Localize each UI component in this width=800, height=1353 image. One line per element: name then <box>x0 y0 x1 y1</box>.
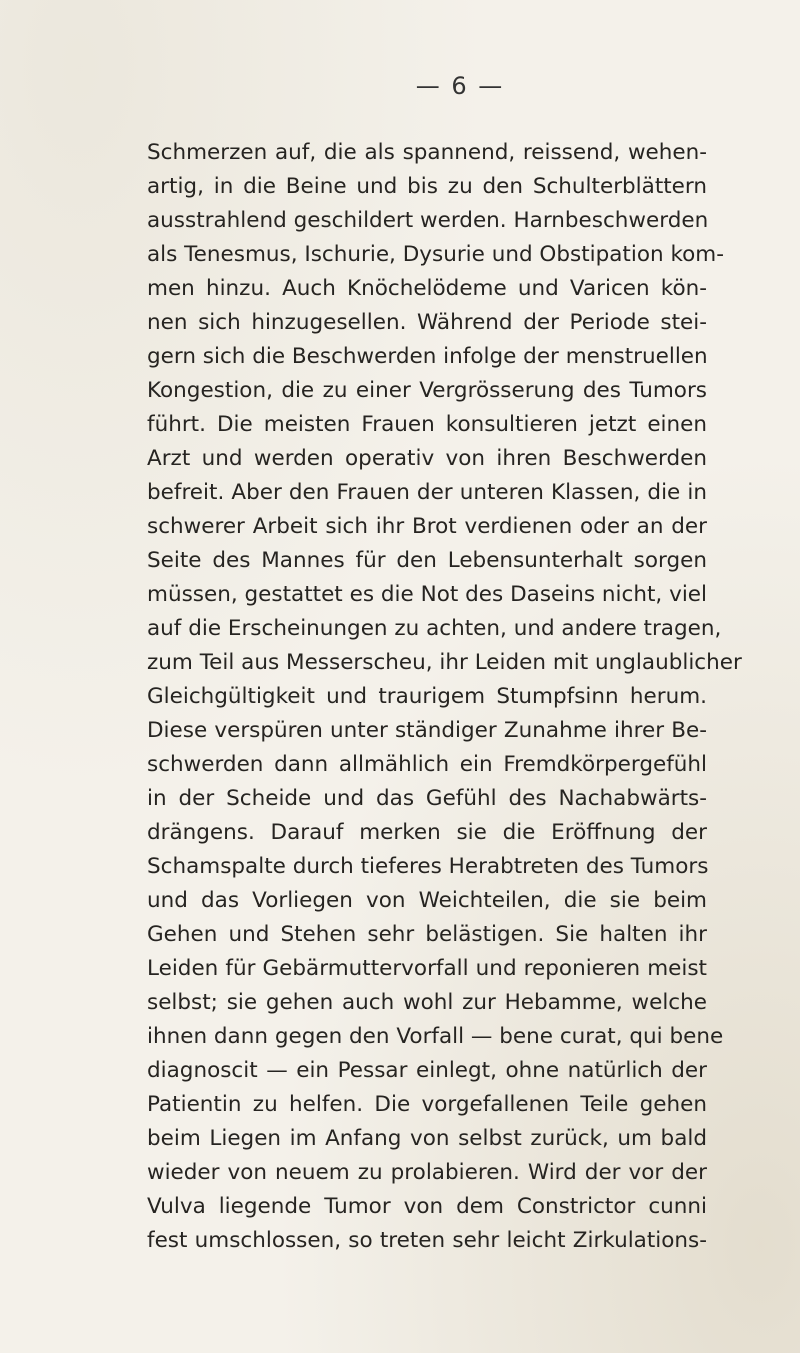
text-line: men hinzu. Auch Knöchelödeme und Varicen kön- <box>147 276 707 301</box>
text-line: Gehen und Stehen sehr belästigen. Sie halten ihr <box>147 922 707 947</box>
text-line: müssen, gestattet es die Not des Daseins nicht, viel <box>147 582 707 607</box>
text-line: schwerer Arbeit sich ihr Brot verdienen oder an der <box>147 514 707 539</box>
text-line: Vulva liegende Tumor von dem Constrictor cunni <box>147 1194 707 1219</box>
text-line: wieder von neuem zu prolabieren. Wird der vor der <box>147 1160 707 1185</box>
text-line: Patientin zu helfen. Die vorgefallenen Teile gehen <box>147 1092 707 1117</box>
text-line: schwerden dann allmählich ein Fremdkörpergefühl <box>147 752 707 777</box>
text-line: diagnoscit — ein Pessar einlegt, ohne natürlich der <box>147 1058 707 1083</box>
body-text <box>147 136 742 1258</box>
text-line: Seite des Mannes für den Lebensunterhalt sorgen <box>147 548 707 573</box>
text-line: Schmerzen auf, die als spannend, reissend, wehen- <box>147 140 707 165</box>
text-line: Leiden für Gebärmuttervorfall und reponieren meist <box>147 956 707 981</box>
text-line: drängens. Darauf merken sie die Eröffnung der <box>147 820 707 845</box>
text-line: Diese verspüren unter ständiger Zunahme ihrer Be- <box>147 718 707 743</box>
text-line: ihnen dann gegen den Vorfall — bene curat, qui bene <box>147 1024 724 1049</box>
text-line: nen sich hinzugesellen. Während der Periode stei- <box>147 310 707 335</box>
text-line: Gleichgültigkeit und traurigem Stumpfsinn herum. <box>147 684 707 709</box>
text-line: beim Liegen im Anfang von selbst zurück, um bald <box>147 1126 707 1151</box>
text-line: selbst; sie gehen auch wohl zur Hebamme, welche <box>147 990 707 1015</box>
text-line: Arzt und werden operativ von ihren Beschwerden <box>147 446 707 471</box>
text-line: Schamspalte durch tieferes Herabtreten des Tumors <box>147 854 709 879</box>
text-line: als Tenesmus, Ischurie, Dysurie und Obstipation kom- <box>147 242 724 267</box>
text-line: gern sich die Beschwerden infolge der menstruellen <box>147 344 708 369</box>
text-line: auf die Erscheinungen zu achten, und andere tragen, <box>147 616 722 641</box>
text-line: zum Teil aus Messerscheu, ihr Leiden mit unglaublicher <box>147 650 742 675</box>
page-number: — 6 — <box>415 72 505 100</box>
text-line: fest umschlossen, so treten sehr leicht Zirkulations- <box>147 1228 707 1253</box>
text-line: in der Scheide und das Gefühl des Nachabwärts- <box>147 786 707 811</box>
text-line: artig, in die Beine und bis zu den Schulterblättern <box>147 174 707 199</box>
text-line: und das Vorliegen von Weichteilen, die sie beim <box>147 888 707 913</box>
text-line: führt. Die meisten Frauen konsultieren jetzt einen <box>147 412 707 437</box>
text-line: befreit. Aber den Frauen der unteren Klassen, die in <box>147 480 707 505</box>
text-line: Kongestion, die zu einer Vergrösserung des Tumors <box>147 378 707 403</box>
text-line: ausstrahlend geschildert werden. Harnbeschwerden <box>147 208 709 233</box>
